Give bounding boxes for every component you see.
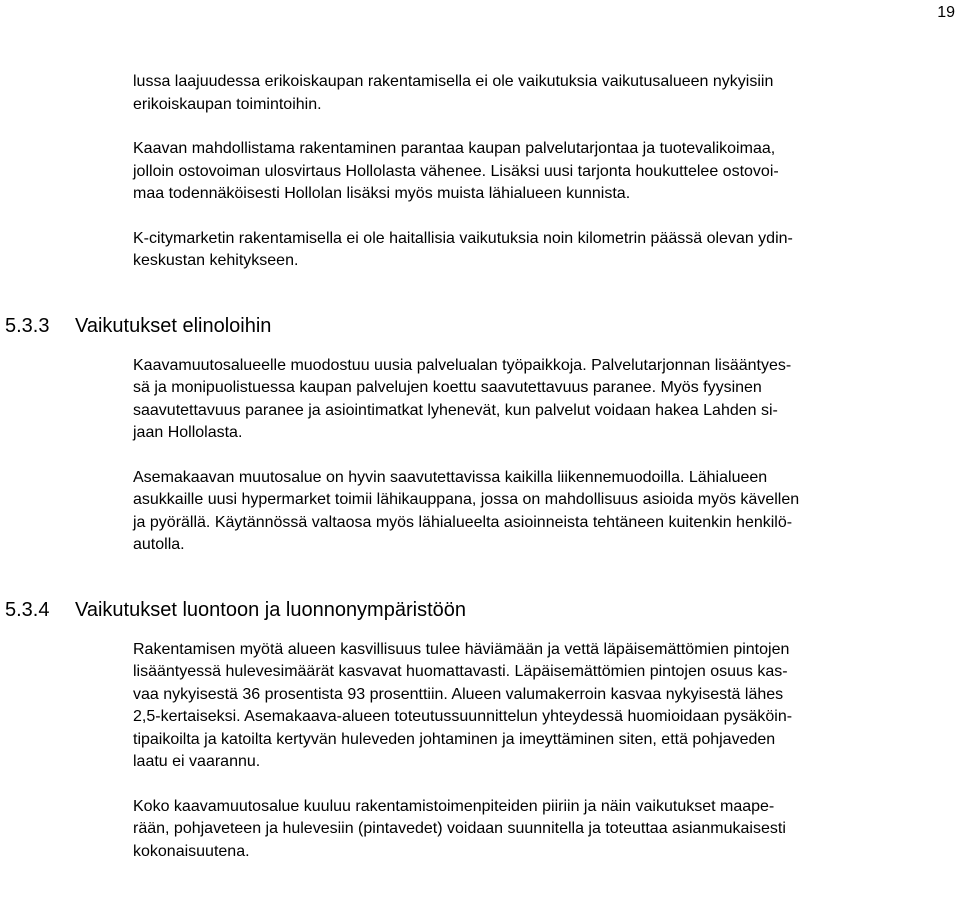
section-title: Vaikutukset elinoloihin xyxy=(75,314,272,337)
body-paragraph: lussa laajuudessa erikoiskaupan rakentamisella ei ole vaikutuksia vaikutusalueen nykyisiin erikoiskaupan toimintoihin. xyxy=(133,73,774,113)
body-paragraph: Koko kaavamuutosalue kuuluu rakentamistoimenpiteiden piiriin ja näin vaikutukset maape- rään, pohjaveteen ja hulevesiin (pintavedet) voidaan suunnitella ja toteuttaa asianmukaisesti kokonaisuutena. xyxy=(133,797,786,860)
section-spacer xyxy=(133,557,958,598)
body-paragraph: Kaavan mahdollistama rakentaminen parantaa kaupan palvelutarjontaa ja tuotevalikoimaa, jolloin ostovoiman ulosvirtaus Hollolasta vähenee. Lisäksi uusi tarjonta houkuttelee ostovoi- maa todennäköisesti Hollolan lisäksi myös muista lähialueen kunnista. xyxy=(133,140,779,202)
paragraph-spacer xyxy=(133,206,958,228)
paragraph-spacer xyxy=(133,774,958,796)
page-content xyxy=(5,71,958,863)
body-paragraph: Kaavamuutosalueelle muodostuu uusia palvelualan työpaikkoja. Palvelutarjonnan lisääntyes- sä ja monipuolistuessa kaupan palvelujen koettu saavutettavuus paranee. Myös fyysinen saavutettavuus paranee ja asiointimatkat lyhenevät, kun palvelut voidaan hakea Lahden si- jaan Hollolasta. xyxy=(133,356,792,441)
section-number: 5.3.4 xyxy=(5,598,50,621)
section-spacer xyxy=(133,273,958,314)
body-paragraph: Rakentamisen myötä alueen kasvillisuus tulee häviämään ja vettä läpäisemättömien pintojen lisääntyessä hulevesimäärät kasvavat huomattavasti. Läpäisemättömien pintojen osuus kas- vaa nykyisestä 36 prosentista 93 prosenttiin. Alueen valumakerroin kasvaa nykyisestä lähes 2,5-kertaiseksi. Asemakaava-alueen toteutussuunnittelun yhteydessä huomioidaan pysäköin- tipaikoilta ja katoilta kertyvän huleveden johtaminen ja imeyttäminen siten, että pohjaveden laatu ei vaarannu. xyxy=(133,640,793,770)
paragraph-spacer xyxy=(133,116,958,138)
section-number: 5.3.3 xyxy=(5,314,50,337)
paragraph-spacer xyxy=(133,445,958,467)
page-number: 19 xyxy=(937,4,955,21)
body-paragraph: K-citymarketin rakentamisella ei ole haitallisia vaikutuksia noin kilometrin päässä olevan ydin- keskustan kehitykseen. xyxy=(133,229,793,269)
section-title: Vaikutukset luontoon ja luonnonympäristöön xyxy=(75,598,466,621)
body-paragraph: Asemakaavan muutosalue on hyvin saavutettavissa kaikilla liikennemuodoilla. Lähialueen asukkaille uusi hypermarket toimii lähikauppana, jossa on mahdollisuus asioida myös kävellen ja pyörällä. Käytännössä valtaosa myös lähialueelta asioinneista tehtäneen kuitenkin henkilö- autolla. xyxy=(133,468,800,553)
